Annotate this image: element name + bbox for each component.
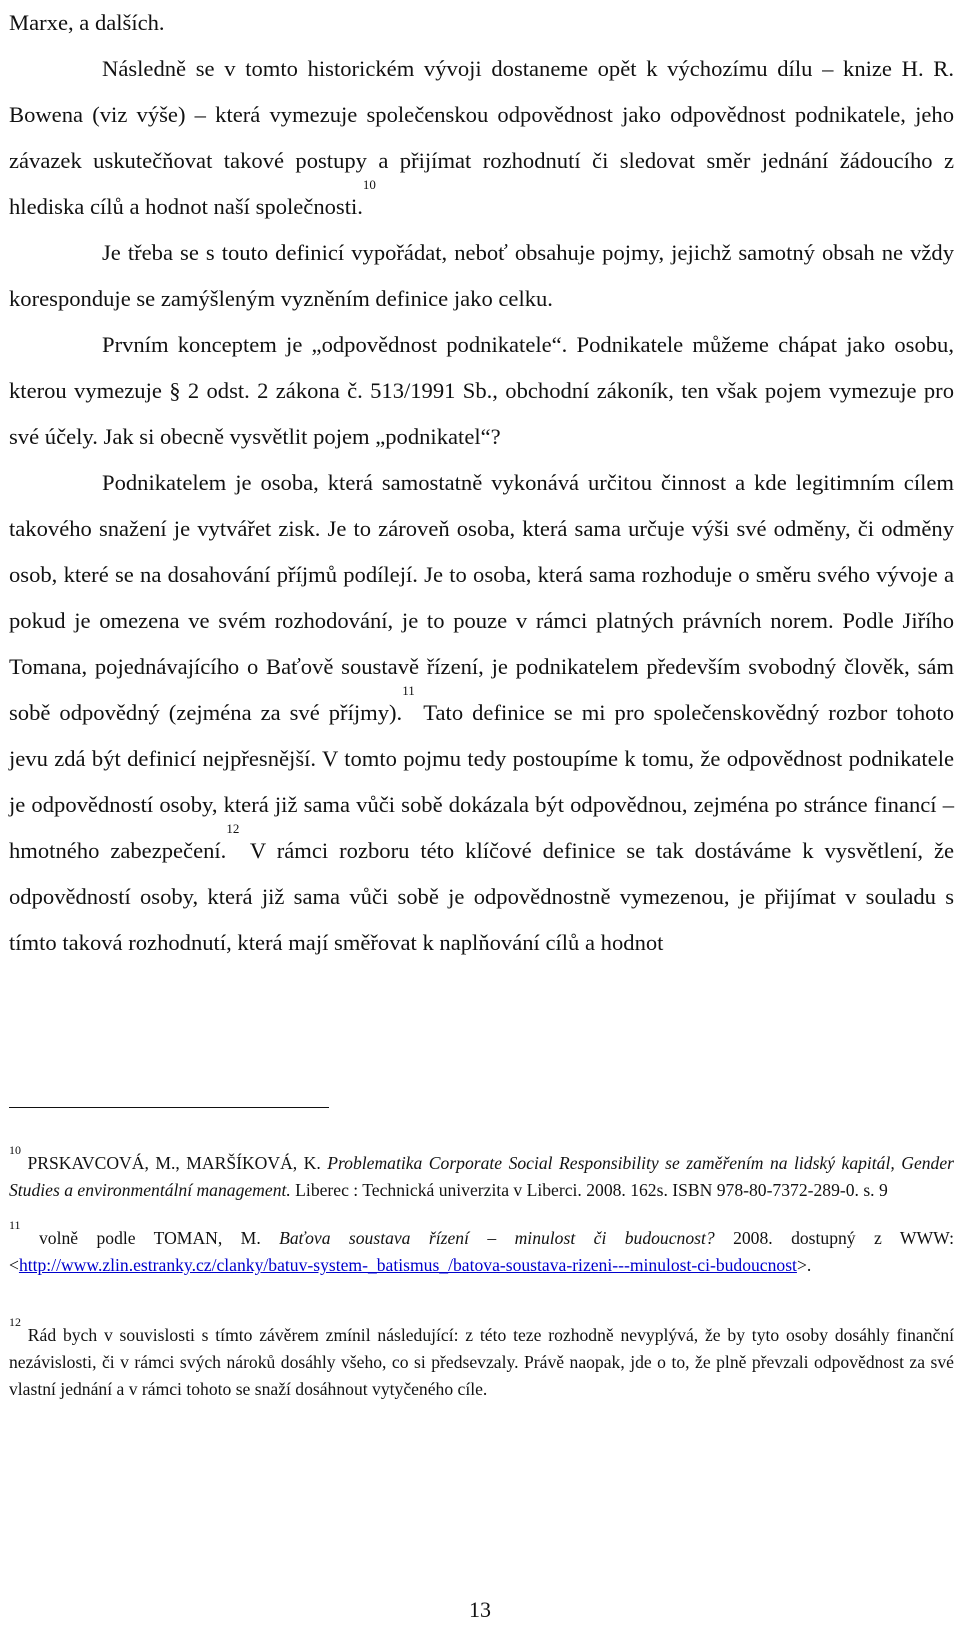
- footnote-title: Problematika Corporate Social Responsibility se zaměřením na lidský kapitál, Gender Studies a environmentální management.: [9, 1153, 954, 1200]
- page-number: 13: [469, 1597, 491, 1622]
- footnote-ref-10[interactable]: 10: [362, 177, 376, 192]
- footnote-authors: volně podle TOMAN, M.: [20, 1228, 280, 1248]
- footnote-text: Rád bych v souvislosti s tímto závěrem zmínil následující: z této teze rozhodně nevyplývá, že by tyto osoby dosáhly finanční nezávislosti, či v rámci svých nároků dosáhly všeho, co si předsevzaly. Právě naopak, jde o to, že plně převzali odpovědnost za své vlastní jednání a v rámci tohoto se snaží dosáhnout vytyčeného cíle.: [9, 1325, 954, 1399]
- footnote-number: 12: [9, 1315, 21, 1329]
- paragraph-definition-note: [9, 230, 954, 322]
- footnote-url-link[interactable]: http://www.zlin.estranky.cz/clanky/batuv-system-_batismus_/batova-soustava-rizeni---minulost-ci-budoucnost: [18, 1255, 797, 1275]
- paragraph-text: Prvním konceptem je „odpovědnost podnikatele“. Podnikatele můžeme chápat jako osobu, kterou vymezuje § 2 odst. 2 zákona č. 513/1991 Sb., obchodní zákoník, ten však pojem vymezuje pro své účely. Jak si obecně vysvětlit pojem „podnikatel“?: [9, 332, 954, 449]
- footnotes-section: [9, 1143, 954, 1403]
- paragraph-entrepreneur: [9, 460, 954, 966]
- paragraph-text: Je třeba se s touto definicí vypořádat, neboť obsahuje pojmy, jejichž samotný obsah ne vždy koresponduje se zamýšleným vyzněním definice jako celku.: [9, 240, 954, 311]
- paragraph-continuation: [9, 0, 954, 46]
- footnote-ref-12[interactable]: 12: [226, 821, 240, 836]
- footnote-10: [9, 1143, 954, 1204]
- footnote-number: 10: [9, 1143, 21, 1157]
- footnote-divider: [9, 1107, 329, 1108]
- footnote-authors: PRSKAVCOVÁ, M., MARŠÍKOVÁ, K.: [21, 1153, 328, 1173]
- footnote-11: [9, 1218, 954, 1279]
- footnote-number: 11: [9, 1218, 21, 1232]
- footnote-publisher: Liberec : Technická univerzita v Liberci. 2008. 162s. ISBN 978-80-7372-289-0. s. 9: [290, 1180, 888, 1200]
- footnote-12: [9, 1315, 954, 1403]
- paragraph-bowen-definition: [9, 46, 954, 230]
- paragraph-text: Tato definice se mi pro společenskovědný rozbor tohoto jevu zdá být definicí nejpřesnější. V tomto pojmu tedy postoupíme k tomu, že odpovědnost podnikatele je odpovědností osoby, která již sama vůči sobě dokázala být odpovědnou, zejména po stránce financí – hmotného zabezpečení.: [9, 700, 955, 863]
- paragraph-text: Následně se v tomto historickém vývoji dostaneme opět k výchozímu dílu – knize H. R. Bowena (viz výše) – která vymezuje společenskou odpovědnost jako odpovědnost podnikatele, jeho závazek uskutečňovat takové postupy a přijímat rozhodnutí či sledovat směr jednání žádoucího z hlediska cílů a hodnot naší společnosti.: [9, 56, 954, 219]
- footnote-source: 2008. dostupný z WWW: <: [9, 1228, 954, 1275]
- paragraph-text: Podnikatelem je osoba, která samostatně vykonává určitou činnost a kde legitimním cílem takového snažení je vytvářet zisk. Je to zároveň osoba, která sama určuje výši své odměny, či odměny osob, které se na dosahování příjmů podílejí. Je to osoba, která sama rozhoduje o směru svého vývoje a pokud je omezena ve svém rozhodování, je to pouze v rámci platných právních norem. Podle Jiřího Tomana, pojednávajícího o Baťově soustavě řízení, je podnikatelem především svobodný člověk, sám sobě odpovědný (zejména za své příjmy).: [9, 470, 954, 725]
- body-text: [9, 0, 954, 966]
- paragraph-first-concept: [9, 322, 954, 460]
- footnote-source-end: >.: [796, 1255, 812, 1275]
- footnote-ref-11[interactable]: 11: [402, 683, 415, 698]
- footnote-title: Baťova soustava řízení – minulost či budoucnost?: [279, 1228, 715, 1248]
- paragraph-text: Marxe, a dalších.: [9, 10, 165, 35]
- paragraph-text: V rámci rozboru této klíčové definice se tak dostáváme k vysvětlení, že odpovědností osoby, která již sama vůči sobě je odpovědnostně vymezenou, je přijímat v souladu s tímto taková rozhodnutí, která mají směřovat k naplňování cílů a hodnot: [9, 838, 955, 955]
